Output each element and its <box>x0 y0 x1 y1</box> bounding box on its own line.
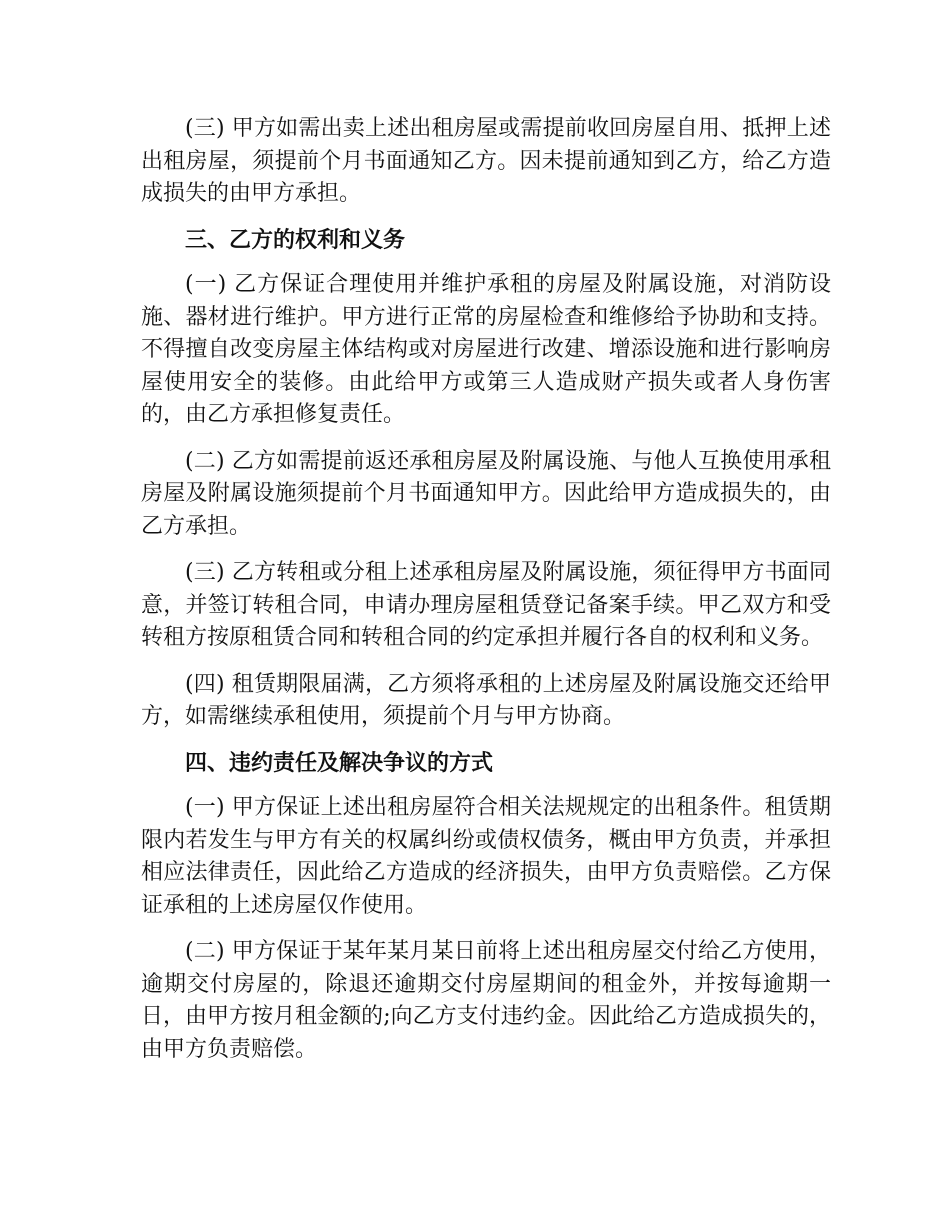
document-body <box>141 113 831 1080</box>
clause-paragraph: (一) 甲方保证上述出租房屋符合相关法规规定的出租条件。租赁期限内若发生与甲方有关的权属纠纷或债权债务，概由甲方负责，并承担相应法律责任，因此给乙方造成的经济损失，由甲方负责赔偿。乙方保证承租的上述房屋仅作使用。 <box>141 795 831 918</box>
clause-paragraph: (一) 乙方保证合理使用并维护承租的房屋及附属设施，对消防设施、器材进行维护。甲方进行正常的房屋检查和维修给予协助和支持。不得擅自改变房屋主体结构或对房屋进行改建、增添设施和进行影响房屋使用安全的装修。由此给甲方或第三人造成财产损失或者人身伤害的，由乙方承担修复责任。 <box>141 272 831 427</box>
clause-paragraph: (二) 乙方如需提前返还承租房屋及附属设施、与他人互换使用承租房屋及附属设施须提前个月书面通知甲方。因此给甲方造成损失的，由乙方承担。 <box>141 448 831 539</box>
section-heading-liability: 四、违约责任及解决争议的方式 <box>185 750 494 776</box>
clause-paragraph: (三) 乙方转租或分租上述承租房屋及附属设施，须征得甲方书面同意，并签订转租合同，申请办理房屋租赁登记备案手续。甲乙双方和受转租方按原租赁合同和转租合同的约定承担并履行各自的权利和义务。 <box>141 560 831 650</box>
section-heading-tenant-rights: 三、乙方的权利和义务 <box>185 227 406 253</box>
clause-paragraph: (二) 甲方保证于某年某月某日前将上述出租房屋交付给乙方使用，逾期交付房屋的，除退还逾期交付房屋期间的租金外，并按每逾期一日，由甲方按月租金额的;向乙方支付违约金。因此给乙方造成损失的，由甲方负责赔偿。 <box>141 939 831 1062</box>
clause-paragraph: (三) 甲方如需出卖上述出租房屋或需提前收回房屋自用、抵押上述出租房屋，须提前个月书面通知乙方。因未提前通知到乙方，给乙方造成损失的由甲方承担。 <box>141 116 831 206</box>
clause-paragraph: (四) 租赁期限届满，乙方须将承租的上述房屋及附属设施交还给甲方，如需继续承租使用，须提前个月与甲方协商。 <box>141 671 831 729</box>
